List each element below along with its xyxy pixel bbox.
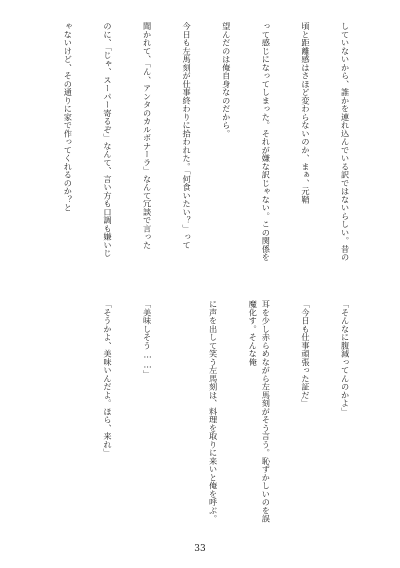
text-column: 「そうかよ、美味いんだよ。ほら、来れ」	[102, 300, 113, 457]
text-column: 耳を少し赤らめながら左馬刻がそう言う。恥ずかしいのを誤魔化す。そんな俺	[248, 300, 272, 523]
page-number: 33	[194, 544, 206, 554]
lower-text-block	[12, 300, 378, 526]
text-column: 聞かれて、「ん、アンタのカルボナーラ」なんて冗談で言った	[142, 22, 153, 249]
text-column: って感じになってしまった。それが嫌な訳じゃない。この関係を	[261, 22, 272, 262]
text-column: のに、「じゃ、スーパー寄るぞ」なんて、言い方も口調も嫌いじ	[102, 22, 113, 258]
text-column: 頃と距離感はさほど変わらないのか、まぁ、元鞘	[300, 22, 311, 204]
text-column: していないから、誰かを連れ込んでいる訳ではないらしい。昔の	[340, 22, 351, 262]
text-column: 「そんなに腹減ってんのかよ」	[340, 300, 351, 416]
upper-text-block	[12, 22, 378, 284]
text-column: 今日も左馬刻が仕事終わりに拾われた。「何食いたい？」って	[182, 22, 193, 249]
text-column: ゃないけど、その通りに家で作ってくれるのか？と	[63, 22, 74, 212]
text-column: に声を出して笑う左馬刻は、料理を取りに来いと俺を呼ぶ。	[208, 300, 219, 523]
text-column: 望んだのは俺自身なのだから。	[221, 22, 232, 138]
text-column: 「美味しそう……」	[142, 300, 153, 378]
text-column: 「今日も仕事頑張った証だ」	[300, 300, 311, 408]
